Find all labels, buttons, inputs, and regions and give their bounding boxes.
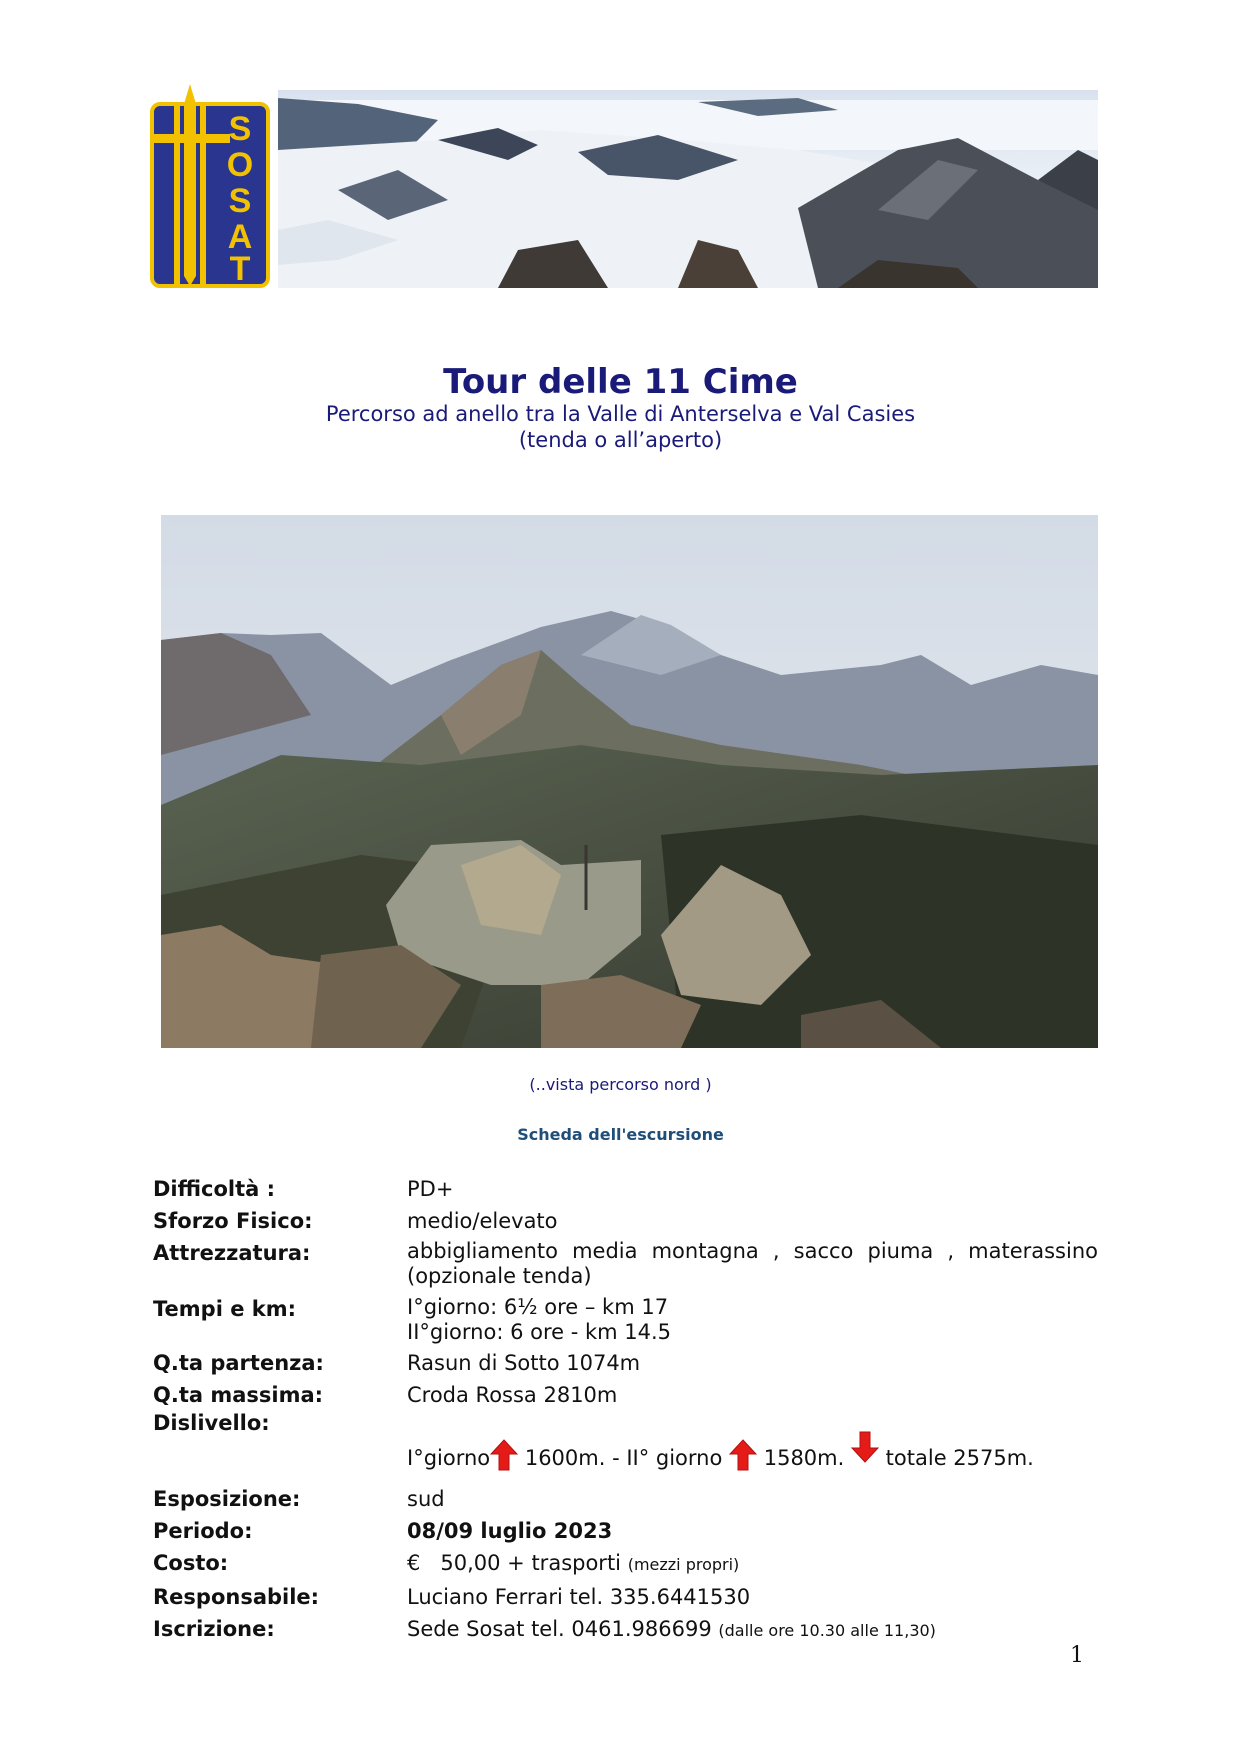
mountain-panorama-photo	[161, 515, 1098, 1048]
section-heading: Scheda dell'escursione	[517, 1125, 724, 1144]
detail-value: sud	[407, 1487, 445, 1511]
detail-label: Costo:	[153, 1551, 229, 1575]
arrow-up-icon	[729, 1439, 757, 1471]
detail-value: PD+	[407, 1177, 454, 1201]
logo-letter-s1: S	[228, 110, 252, 148]
photo-caption: (..vista percorso nord )	[529, 1075, 712, 1094]
logo-letter-a: A	[227, 218, 253, 256]
detail-label: Responsabile:	[153, 1585, 320, 1609]
detail-row-attrezzatura	[153, 1239, 1098, 1289]
detail-value: Sede Sosat tel. 0461.986699	[407, 1617, 712, 1641]
arrow-down-icon	[851, 1431, 879, 1463]
glacier-banner-image	[278, 90, 1098, 288]
detail-value: abbigliamento media montagna , sacco piuma , materassino (opzionale tenda)	[407, 1239, 1098, 1288]
logo-letter-o: O	[226, 146, 254, 184]
detail-value-day1: I°giorno: 6½ ore – km 17	[407, 1295, 669, 1319]
detail-row-partenza	[153, 1349, 1098, 1377]
detail-value: Croda Rossa 2810m	[407, 1383, 618, 1407]
logo-letter-s2: S	[228, 182, 252, 220]
detail-row-periodo	[153, 1517, 1098, 1545]
detail-row-difficolta	[153, 1175, 1098, 1203]
detail-label: Tempi e km:	[153, 1297, 297, 1321]
detail-row-tempi	[153, 1295, 1098, 1345]
detail-row-esposizione	[153, 1485, 1098, 1513]
detail-label: Dislivello:	[153, 1411, 270, 1435]
detail-label: Iscrizione:	[153, 1617, 275, 1641]
detail-value: 08/09 luglio 2023	[407, 1519, 613, 1543]
dislivello-total: totale 2575m.	[885, 1446, 1034, 1470]
detail-label: Sforzo Fisico:	[153, 1209, 313, 1233]
detail-value: Rasun di Sotto 1074m	[407, 1351, 641, 1375]
dislivello-day1: I°giorno	[407, 1446, 491, 1470]
detail-note: (dalle ore 10.30 alle 11,30)	[718, 1621, 936, 1640]
detail-row-sforzo	[153, 1207, 1098, 1235]
detail-note: (mezzi propri)	[627, 1555, 740, 1574]
lodging-subtitle: (tenda o all’aperto)	[518, 428, 723, 452]
page-number: 1	[1070, 1643, 1084, 1668]
detail-value: medio/elevato	[407, 1209, 558, 1233]
detail-label: Esposizione:	[153, 1487, 301, 1511]
detail-label: Q.ta massima:	[153, 1383, 324, 1407]
route-subtitle: Percorso ad anello tra la Valle di Anterselva e Val Casies	[325, 402, 916, 426]
detail-row-massima	[153, 1381, 1098, 1409]
sosat-logo	[150, 80, 270, 290]
dislivello-day1-value: 1600m. - II° giorno	[524, 1446, 723, 1470]
arrow-up-icon	[490, 1439, 518, 1471]
detail-value: Luciano Ferrari tel. 335.6441530	[407, 1585, 751, 1609]
logo-letter-t: T	[229, 250, 251, 288]
dislivello-day2-value: 1580m.	[763, 1446, 845, 1470]
detail-label: Q.ta partenza:	[153, 1351, 324, 1375]
detail-row-costo	[153, 1549, 1098, 1579]
detail-label: Attrezzatura:	[153, 1241, 311, 1265]
detail-row-iscrizione	[153, 1615, 1098, 1645]
page-title: Tour delle 11 Cime	[443, 362, 798, 402]
detail-value: € 50,00 + trasporti	[407, 1551, 622, 1575]
detail-label: Difficoltà :	[153, 1177, 276, 1201]
excursion-details	[153, 1175, 1098, 1645]
detail-row-dislivello	[153, 1409, 1098, 1470]
detail-value-day2: II°giorno: 6 ore - km 14.5	[407, 1320, 672, 1344]
detail-label: Periodo:	[153, 1519, 253, 1543]
detail-row-responsabile	[153, 1583, 1098, 1611]
